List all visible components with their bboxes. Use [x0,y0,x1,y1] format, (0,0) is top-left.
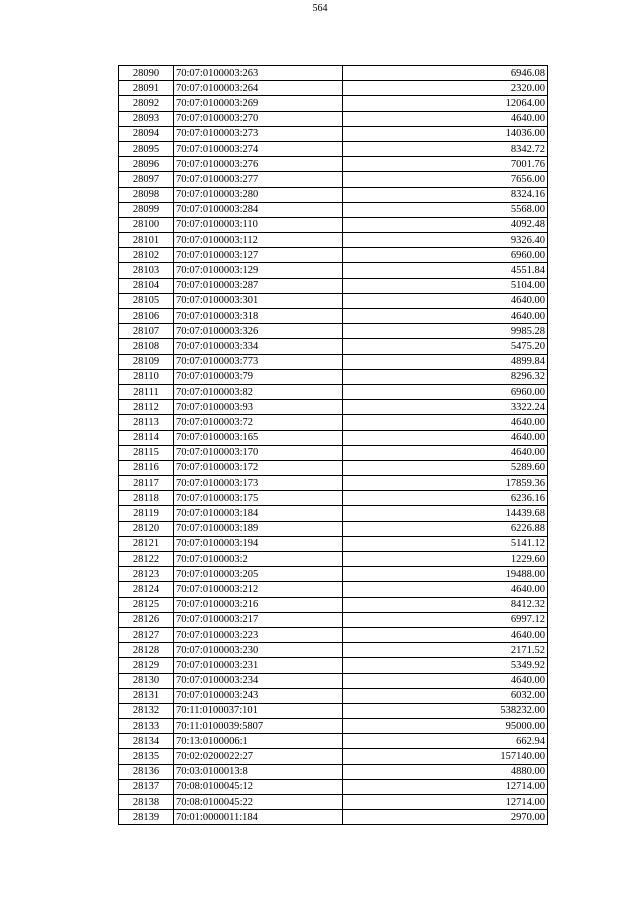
value-cell: 2171.52 [343,643,548,658]
table-row [119,445,548,460]
value-cell: 7656.00 [343,172,548,187]
table-row [119,96,548,111]
row-number-cell: 28120 [119,521,174,536]
cadastral-number-cell: 70:07:0100003:234 [174,673,343,688]
row-number-cell: 28126 [119,612,174,627]
value-cell: 5475.20 [343,339,548,354]
table-row [119,749,548,764]
table-row [119,643,548,658]
cadastral-number-cell: 70:07:0100003:82 [174,384,343,399]
value-cell: 7001.76 [343,157,548,172]
row-number-cell: 28122 [119,552,174,567]
row-number-cell: 28123 [119,567,174,582]
row-number-cell: 28113 [119,415,174,430]
value-cell: 12714.00 [343,795,548,810]
cadastral-number-cell: 70:07:0100003:93 [174,400,343,415]
cadastral-number-cell: 70:07:0100003:223 [174,627,343,642]
cadastral-number-cell: 70:07:0100003:172 [174,460,343,475]
row-number-cell: 28109 [119,354,174,369]
table-row [119,400,548,415]
row-number-cell: 28111 [119,384,174,399]
table-row [119,810,548,825]
value-cell: 4640.00 [343,673,548,688]
table-row [119,126,548,141]
row-number-cell: 28121 [119,536,174,551]
value-cell: 95000.00 [343,719,548,734]
value-cell: 14036.00 [343,126,548,141]
cadastral-number-cell: 70:07:0100003:326 [174,324,343,339]
value-cell: 5568.00 [343,202,548,217]
row-number-cell: 28134 [119,734,174,749]
value-cell: 4640.00 [343,445,548,460]
row-number-cell: 28119 [119,506,174,521]
value-cell: 14439.68 [343,506,548,521]
value-cell: 3322.24 [343,400,548,415]
row-number-cell: 28104 [119,278,174,293]
value-cell: 4640.00 [343,415,548,430]
cadastral-number-cell: 70:07:0100003:173 [174,476,343,491]
row-number-cell: 28117 [119,476,174,491]
cadastral-number-cell: 70:07:0100003:2 [174,552,343,567]
row-number-cell: 28118 [119,491,174,506]
row-number-cell: 28127 [119,627,174,642]
row-number-cell: 28096 [119,157,174,172]
table-row [119,339,548,354]
table-row [119,536,548,551]
row-number-cell: 28107 [119,324,174,339]
value-cell: 9985.28 [343,324,548,339]
value-cell: 1229.60 [343,552,548,567]
value-cell: 8412.32 [343,597,548,612]
table-row [119,719,548,734]
cadastral-number-cell: 70:07:0100003:773 [174,354,343,369]
table-row [119,627,548,642]
cadastral-number-cell: 70:01:0000011:184 [174,810,343,825]
row-number-cell: 28101 [119,233,174,248]
cadastral-number-cell: 70:03:0100013:8 [174,764,343,779]
row-number-cell: 28108 [119,339,174,354]
row-number-cell: 28106 [119,309,174,324]
table-row [119,369,548,384]
cadastral-number-cell: 70:07:0100003:184 [174,506,343,521]
value-cell: 8296.32 [343,369,548,384]
table-row [119,476,548,491]
cadastral-number-cell: 70:13:0100006:1 [174,734,343,749]
cadastral-number-cell: 70:07:0100003:194 [174,536,343,551]
cadastral-number-cell: 70:07:0100003:230 [174,643,343,658]
value-cell: 6960.00 [343,248,548,263]
table-row [119,506,548,521]
row-number-cell: 28133 [119,719,174,734]
value-cell: 5289.60 [343,460,548,475]
value-cell: 17859.36 [343,476,548,491]
table-row [119,309,548,324]
value-cell: 8324.16 [343,187,548,202]
cadastral-number-cell: 70:07:0100003:112 [174,233,343,248]
value-cell: 8342.72 [343,141,548,156]
cadastral-number-cell: 70:07:0100003:277 [174,172,343,187]
value-cell: 4880.00 [343,764,548,779]
value-cell: 2320.00 [343,81,548,96]
table-row [119,597,548,612]
row-number-cell: 28112 [119,400,174,415]
cadastral-number-cell: 70:07:0100003:231 [174,658,343,673]
cadastral-number-cell: 70:07:0100003:276 [174,157,343,172]
value-cell: 12714.00 [343,779,548,794]
value-cell: 6960.00 [343,384,548,399]
value-cell: 12064.00 [343,96,548,111]
table-row [119,263,548,278]
row-number-cell: 28090 [119,66,174,81]
cadastral-number-cell: 70:07:0100003:205 [174,567,343,582]
row-number-cell: 28137 [119,779,174,794]
table-row [119,415,548,430]
cadastral-number-cell: 70:07:0100003:110 [174,217,343,232]
table-row [119,673,548,688]
cadastral-number-cell: 70:07:0100003:334 [174,339,343,354]
cadastral-number-cell: 70:11:0100039:5807 [174,719,343,734]
value-cell: 538232.00 [343,703,548,718]
table-row [119,582,548,597]
cadastral-number-cell: 70:07:0100003:212 [174,582,343,597]
row-number-cell: 28102 [119,248,174,263]
row-number-cell: 28139 [119,810,174,825]
row-number-cell: 28091 [119,81,174,96]
value-cell: 4640.00 [343,430,548,445]
row-number-cell: 28130 [119,673,174,688]
value-cell: 6226.88 [343,521,548,536]
value-cell: 5104.00 [343,278,548,293]
table-row [119,354,548,369]
table-row [119,141,548,156]
value-cell: 19488.00 [343,567,548,582]
cadastral-number-cell: 70:07:0100003:175 [174,491,343,506]
table-row [119,703,548,718]
table-row [119,293,548,308]
value-cell: 4640.00 [343,111,548,126]
value-cell: 4640.00 [343,309,548,324]
value-cell: 662.94 [343,734,548,749]
cadastral-number-cell: 70:07:0100003:127 [174,248,343,263]
table-row [119,278,548,293]
cadastral-number-cell: 70:07:0100003:270 [174,111,343,126]
cadastral-number-cell: 70:07:0100003:263 [174,66,343,81]
cadastral-number-cell: 70:11:0100037:101 [174,703,343,718]
table-row [119,460,548,475]
value-cell: 4640.00 [343,582,548,597]
row-number-cell: 28099 [119,202,174,217]
registry-table-body [119,66,548,825]
registry-table [118,65,548,825]
cadastral-number-cell: 70:02:0200022:27 [174,749,343,764]
value-cell: 5141.12 [343,536,548,551]
cadastral-number-cell: 70:07:0100003:165 [174,430,343,445]
page-number: 564 [312,3,328,14]
cadastral-number-cell: 70:07:0100003:216 [174,597,343,612]
table-row [119,658,548,673]
row-number-cell: 28094 [119,126,174,141]
value-cell: 9326.40 [343,233,548,248]
value-cell: 4092.48 [343,217,548,232]
table-row [119,430,548,445]
row-number-cell: 28097 [119,172,174,187]
value-cell: 4551.84 [343,263,548,278]
value-cell: 6032.00 [343,688,548,703]
table-row [119,324,548,339]
row-number-cell: 28136 [119,764,174,779]
row-number-cell: 28131 [119,688,174,703]
table-row [119,764,548,779]
table-row [119,233,548,248]
cadastral-number-cell: 70:07:0100003:264 [174,81,343,96]
value-cell: 4899.84 [343,354,548,369]
table-row [119,779,548,794]
cadastral-number-cell: 70:07:0100003:189 [174,521,343,536]
table-row [119,567,548,582]
row-number-cell: 28124 [119,582,174,597]
value-cell: 6997.12 [343,612,548,627]
cadastral-number-cell: 70:07:0100003:217 [174,612,343,627]
cadastral-number-cell: 70:07:0100003:280 [174,187,343,202]
row-number-cell: 28105 [119,293,174,308]
row-number-cell: 28115 [119,445,174,460]
value-cell: 4640.00 [343,293,548,308]
cadastral-number-cell: 70:07:0100003:129 [174,263,343,278]
cadastral-number-cell: 70:07:0100003:72 [174,415,343,430]
cadastral-number-cell: 70:07:0100003:170 [174,445,343,460]
row-number-cell: 28092 [119,96,174,111]
table-row [119,795,548,810]
row-number-cell: 28135 [119,749,174,764]
cadastral-number-cell: 70:07:0100003:269 [174,96,343,111]
cadastral-number-cell: 70:07:0100003:274 [174,141,343,156]
value-cell: 157140.00 [343,749,548,764]
cadastral-number-cell: 70:08:0100045:12 [174,779,343,794]
table-row [119,157,548,172]
row-number-cell: 28125 [119,597,174,612]
row-number-cell: 28128 [119,643,174,658]
row-number-cell: 28116 [119,460,174,475]
cadastral-number-cell: 70:07:0100003:287 [174,278,343,293]
table-row [119,552,548,567]
row-number-cell: 28100 [119,217,174,232]
table-row [119,111,548,126]
value-cell: 6946.08 [343,66,548,81]
row-number-cell: 28098 [119,187,174,202]
table-row [119,521,548,536]
cadastral-number-cell: 70:07:0100003:273 [174,126,343,141]
value-cell: 2970.00 [343,810,548,825]
cadastral-number-cell: 70:08:0100045:22 [174,795,343,810]
value-cell: 4640.00 [343,627,548,642]
row-number-cell: 28103 [119,263,174,278]
row-number-cell: 28095 [119,141,174,156]
cadastral-number-cell: 70:07:0100003:301 [174,293,343,308]
table-row [119,217,548,232]
table-row [119,81,548,96]
row-number-cell: 28110 [119,369,174,384]
cadastral-number-cell: 70:07:0100003:79 [174,369,343,384]
row-number-cell: 28129 [119,658,174,673]
table-row [119,172,548,187]
table-row [119,612,548,627]
cadastral-number-cell: 70:07:0100003:318 [174,309,343,324]
table-row [119,187,548,202]
table-row [119,688,548,703]
row-number-cell: 28093 [119,111,174,126]
cadastral-number-cell: 70:07:0100003:243 [174,688,343,703]
row-number-cell: 28114 [119,430,174,445]
row-number-cell: 28132 [119,703,174,718]
table-row [119,384,548,399]
value-cell: 5349.92 [343,658,548,673]
table-row [119,491,548,506]
cadastral-number-cell: 70:07:0100003:284 [174,202,343,217]
table-row [119,202,548,217]
table-row [119,66,548,81]
row-number-cell: 28138 [119,795,174,810]
value-cell: 6236.16 [343,491,548,506]
table-row [119,248,548,263]
table-row [119,734,548,749]
